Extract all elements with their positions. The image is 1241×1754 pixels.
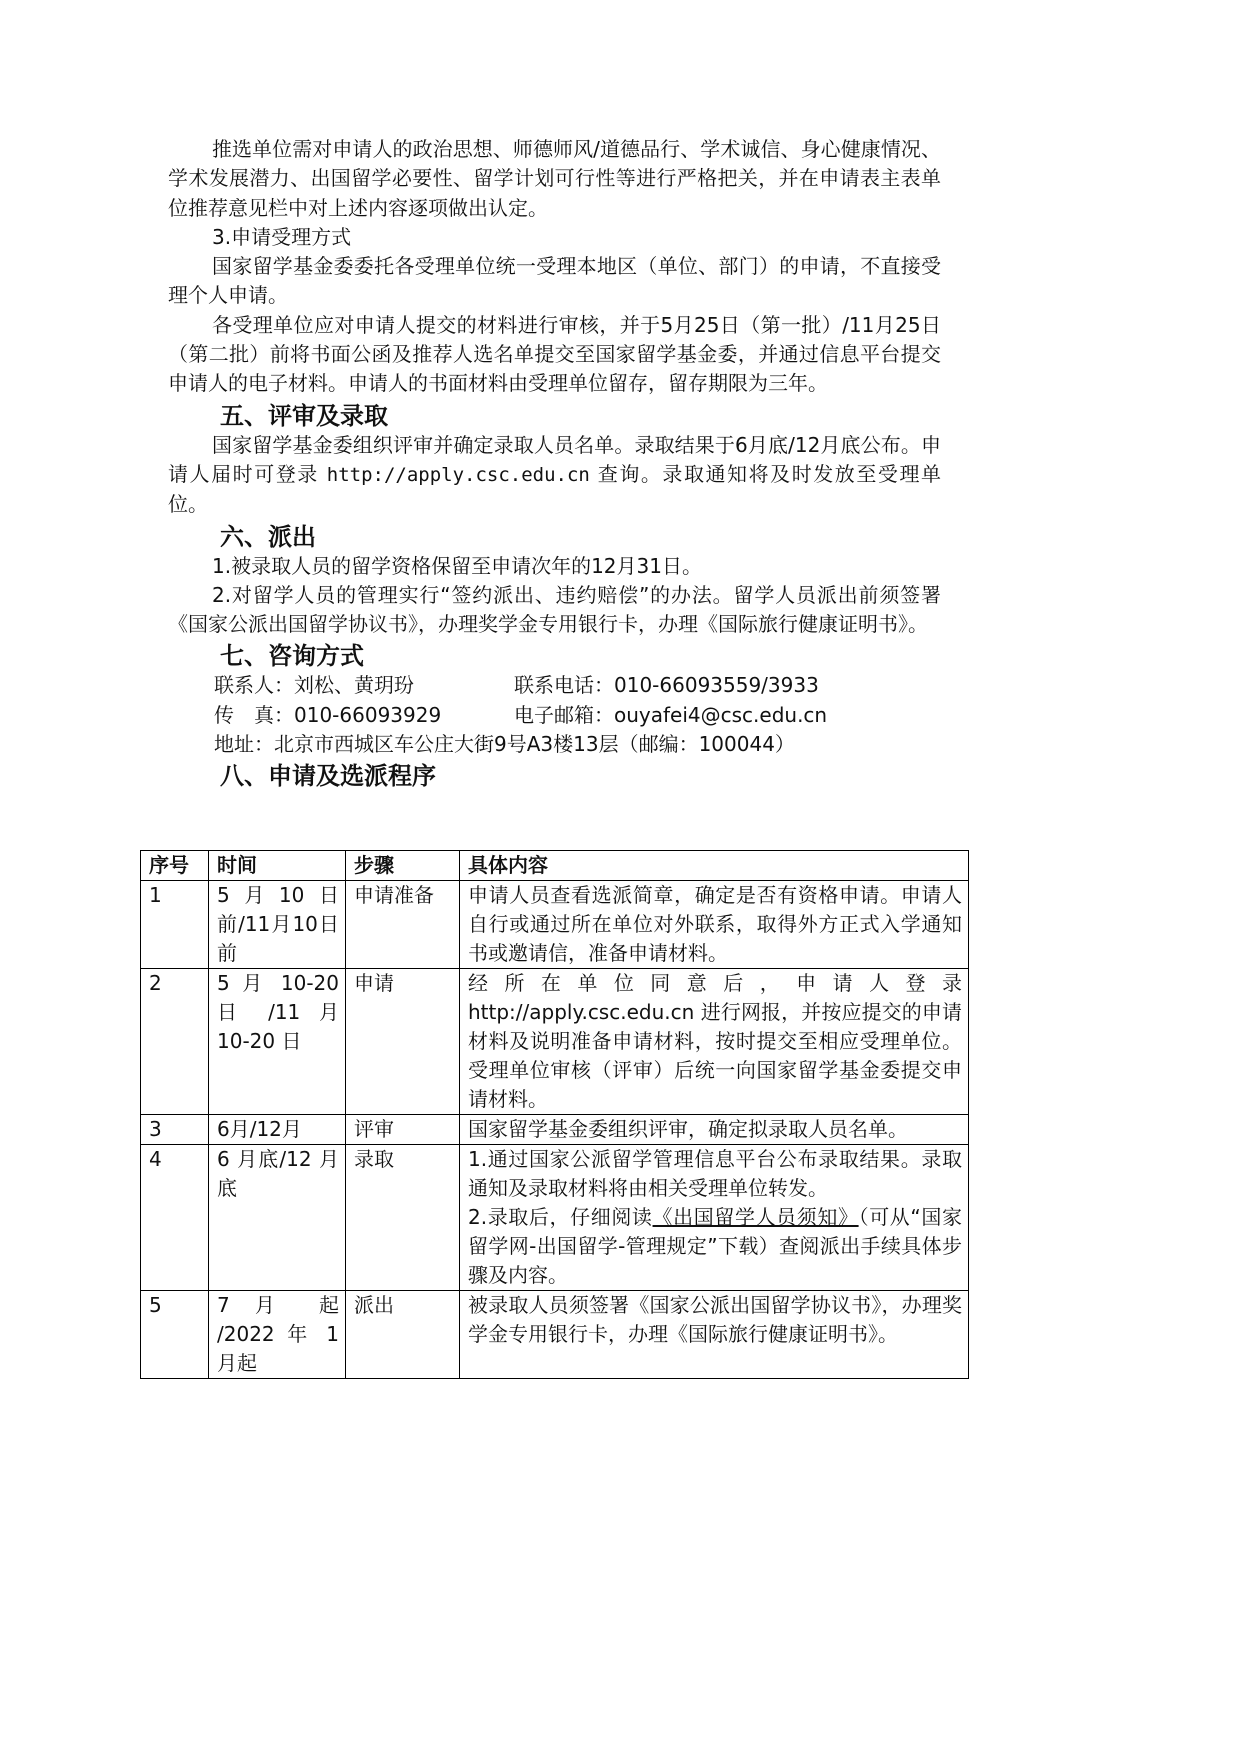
section-heading: 八、申请及选派程序 <box>220 762 436 791</box>
contact-phone: 联系电话：010-66093559/3933 <box>514 673 819 698</box>
cell-content: 经所在单位同意后，申请人登录 http://apply.csc.edu.cn 进行网报，并按应提交的申请材料及说明准备申请材料，按时提交至相应受理单位。受理单位审核（评审）后统一向国家留学基金委提交申请材料。 <box>460 969 969 1115</box>
cell-time: 7 月 起 /2022 年 1 月起 <box>209 1291 346 1379</box>
table-row <box>141 1291 969 1379</box>
contact-email: 电子邮箱：ouyafei4@csc.edu.cn <box>514 702 828 727</box>
contact-row <box>168 701 941 730</box>
subheading: 3.申请受理方式 <box>212 224 352 249</box>
cell-content: 国家留学基金委组织评审，确定拟录取人员名单。 <box>460 1115 969 1145</box>
contact-address: 地址：北京市西城区车公庄大街9号A3楼13层（邮编：100044） <box>214 732 795 757</box>
header-no: 序号 <box>141 851 209 881</box>
guide-link[interactable]: 《出国留学人员须知》 <box>652 1205 859 1229</box>
content-item <box>468 1203 962 1290</box>
cell-content: 被录取人员须签署《国家公派出国留学协议书》，办理奖学金专用银行卡，办理《国际旅行健康证明书》。 <box>460 1291 969 1379</box>
table-row <box>141 969 969 1115</box>
list-item: 1.被录取人员的留学资格保留至申请次年的12月31日。 <box>212 553 702 578</box>
paragraph: 各受理单位应对申请人提交的材料进行审核，并于5月25日（第一批）/11月25日（第二批）前将书面公函及推荐人选名单提交至国家留学基金委，并通过信息平台提交申请人的电子材料。申请人的书面材料由受理单位留存，留存期限为三年。 <box>168 312 941 396</box>
cell-step: 派出 <box>346 1291 460 1379</box>
text: 国家留学基金委组织评审并确定录取人员名单。录取结果于6月底/12月底公布。申请人届时可登录 <box>168 432 941 486</box>
paragraph: 推选单位需对申请人的政治思想、师德师风/道德品行、学术诚信、身心健康情况、学术发展潜力、出国留学必要性、留学计划可行性等进行严格把关，并在申请表主表单位推荐意见栏中对上述内容逐项做出认定。 <box>168 137 941 220</box>
header-step: 步骤 <box>346 851 460 881</box>
cell-no: 4 <box>141 1145 209 1291</box>
table-header-row <box>141 851 969 881</box>
procedure-table <box>140 850 969 1379</box>
paragraph <box>168 431 941 520</box>
cell-content <box>460 1145 969 1291</box>
cell-step: 录取 <box>346 1145 460 1291</box>
cell-no: 3 <box>141 1115 209 1145</box>
text: （可从“国家留学网-出国留学-管理规定”下载）查阅派出手续具体步骤及内容。 <box>468 1205 962 1287</box>
cell-time: 5月10日前/11月10日前 <box>209 881 346 969</box>
cell-time: 5 月 10-20 日 /11 月 10-20 日 <box>209 969 346 1115</box>
table-row <box>141 1145 969 1291</box>
cell-time: 6 月底/12 月底 <box>209 1145 346 1291</box>
contact-person: 联系人：刘松、黄玥玢 <box>214 673 414 698</box>
list-item: 2.对留学人员的管理实行“签约派出、违约赔偿”的办法。留学人员派出前须签署《国家公派出国留学协议书》，办理奖学金专用银行卡，办理《国际旅行健康证明书》。 <box>168 582 941 637</box>
cell-step: 评审 <box>346 1115 460 1145</box>
cell-content: 申请人员查看选派简章，确定是否有资格申请。申请人自行或通过所在单位对外联系，取得外方正式入学通知书或邀请信，准备申请材料。 <box>460 881 969 969</box>
cell-no: 5 <box>141 1291 209 1379</box>
text: 查询。录取通知将及时发放至受理单位。 <box>168 461 941 517</box>
text: 2.录取后，仔细阅读 <box>468 1205 653 1229</box>
content-item: 1.通过国家公派留学管理信息平台公布录取结果。录取通知及录取材料将由相关受理单位转发。 <box>468 1147 962 1200</box>
cell-no: 1 <box>141 881 209 969</box>
section-heading: 六、派出 <box>220 522 316 551</box>
url-link[interactable]: http://apply.csc.edu.cn <box>326 463 590 486</box>
table-row <box>141 1115 969 1145</box>
cell-time: 6月/12月 <box>209 1115 346 1145</box>
cell-step: 申请准备 <box>346 881 460 969</box>
cell-no: 2 <box>141 969 209 1115</box>
section-heading: 五、评审及录取 <box>220 401 388 430</box>
paragraph: 国家留学基金委委托各受理单位统一受理本地区（单位、部门）的申请，不直接受理个人申请。 <box>168 254 941 308</box>
cell-step: 申请 <box>346 969 460 1115</box>
contact-fax: 传 真：010-66093929 <box>214 702 442 727</box>
header-content: 具体内容 <box>460 851 969 881</box>
contact-row <box>168 671 941 700</box>
document-body <box>168 135 941 791</box>
header-time: 时间 <box>209 851 346 881</box>
table-row <box>141 881 969 969</box>
section-heading: 七、咨询方式 <box>220 642 364 671</box>
